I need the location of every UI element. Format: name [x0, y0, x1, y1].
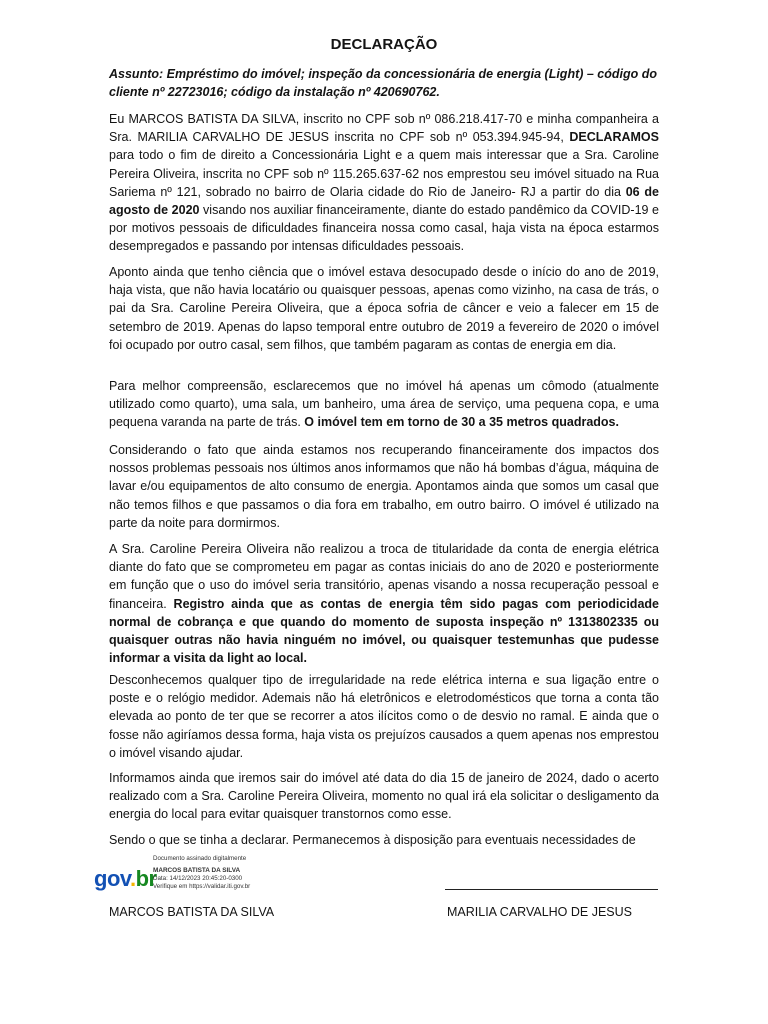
paragraph-5 — [109, 540, 659, 667]
paragraph-1-text-a: Eu MARCOS BATISTA DA SILVA, inscrito no CPF sob nº 086.218.417-70 e minha companheira a Sra. MARILIA CARVALHO DE JESUS inscrita no CPF sob nº 053.394.945-94, — [109, 112, 659, 145]
paragraph-5-text: A Sra. Caroline Pereira Oliveira não realizou a troca de titularidade da conta de energia elétrica diante do fato que se comprometeu em pagar as contas iniciais do ano de 2020 e posteriormente em função que o uso do imóvel seria transitório, apenas visando a nossa recuperação pessoal e financeira. — [109, 542, 659, 611]
paragraph-1-bold-date: 06 de agosto de 2020 — [109, 184, 659, 218]
paragraph-1-bold-declaramos: DECLARAMOS — [569, 130, 659, 145]
paragraph-5-bold-registro: Registro ainda que as contas de energia têm sido pagas com periodicidade normal de cobrança e que quando do momento de suposta inspeção nº 1313802335 ou quaisquer outras não havia ninguém no imóvel, ou quaisquer testemunhas que pudesse informar a visita da light ao local. — [109, 596, 659, 666]
paragraph-3-bold-area: O imóvel tem em torno de 30 a 35 metros quadrados. — [304, 415, 619, 430]
gov-br-logo: gov.br — [94, 866, 157, 891]
signature-date: Data: 14/12/2023 20:45:20-0300 — [153, 875, 243, 882]
paragraph-3-text: Para melhor compreensão, esclarecemos que no imóvel há apenas um cômodo (atualmente utilizado como quarto), uma sala, um banheiro, uma área de serviço, uma pequena copa, e uma pequena varanda na parte de trás. — [109, 379, 659, 430]
signature-verify-link: Verifique em https://validar.iti.gov.br — [153, 883, 251, 890]
subject-line: Assunto: Empréstimo do imóvel; inspeção da concessionária de energia (Light) – código do cliente nº 22723016; código da instalação nº 420690762. — [109, 67, 658, 99]
paragraph-7: Informamos ainda que iremos sair do imóvel até data do dia 15 de janeiro de 2024, dado o acerto realizado com a Sra. Caroline Pereira Oliveira, momento no qual irá ela solicitar o desligamento da energia do local para evitar quaisquer transtornos como esse. — [109, 771, 659, 822]
signature-signer: MARCOS BATISTA DA SILVA — [153, 867, 241, 874]
signer-name-left: MARCOS BATISTA DA SILVA — [109, 905, 275, 919]
paragraph-6: Desconhecemos qualquer tipo de irregularidade na rede elétrica interna e sua ligação entre o poste e o relógio medidor. Ademais não há eletrônicos e eletrodomésticos que torna a conta tão elevada ao ponto de ter que se recorrer a atos ilícitos como o de desvio no ramal. E ainda que o fosse não agiríamos dessa forma, haja vista os prejuízos causados a quem apenas nos emprestou o imóvel visando ajudar. — [109, 673, 659, 760]
paragraph-1-text-c: para todo o fim de direito a Concessionária Light e a quem mais interessar que a Sra. Caroline Pereira Oliveira, inscrita no CPF sob nº 115.265.637-62 nos emprestou seu imóvel situado na Rua Sariema nº 121, sobrado no bairro de Olaria cidade do Rio de Janeiro- RJ a partir do dia — [109, 148, 659, 199]
signature-line-right — [445, 889, 658, 890]
document-title: DECLARAÇÃO — [330, 36, 438, 53]
signer-name-right: MARILIA CARVALHO DE JESUS — [447, 905, 633, 919]
paragraph-8: Sendo o que se tinha a declarar. Permanecemos à disposição para eventuais necessidades de — [109, 833, 636, 847]
signature-caption: Documento assinado digitalmente — [153, 855, 247, 862]
digital-signature-stamp — [153, 855, 323, 891]
paragraph-1-text-e: visando nos auxiliar financeiramente, diante do estado pandêmico da COVID-19 e por motivos pessoais de dificuldades financeira nossa como casal, haja vista na época estarmos desempregados e passando por intensas dificuldades pessoais. — [109, 203, 659, 254]
paragraph-2: Aponto ainda que tenho ciência que o imóvel estava desocupado desde o início do ano de 2019, haja vista, que não havia locatário ou quaisquer pessoas, apenas como vizinho, na casa de trás, o pai da Sra. Caroline Pereira Oliveira, que a época sofria de câncer e veio a falecer em 15 de setembro de 2019. Apenas do lapso temporal entre outubro de 2019 a fevereiro de 2020 o imóvel foi ocupado por outro casal, sem filhos, que também pagaram as contas de energia em dia. — [109, 265, 659, 352]
paragraph-3 — [109, 377, 659, 432]
paragraph-4: Considerando o fato que ainda estamos nos recuperando financeiramente dos impactos dos nossos problemas pessoais nos últimos anos informamos que não há bombas d’água, máquina de lavar e/ou equipamentos de alto consumo de energia. Apontamos ainda que somos um casal que não temos filhos e que passamos o dia fora em trabalho, em outro bairro. O imóvel é utilizado na parte da noite para dormirmos. — [109, 443, 659, 530]
paragraph-1 — [109, 110, 659, 256]
